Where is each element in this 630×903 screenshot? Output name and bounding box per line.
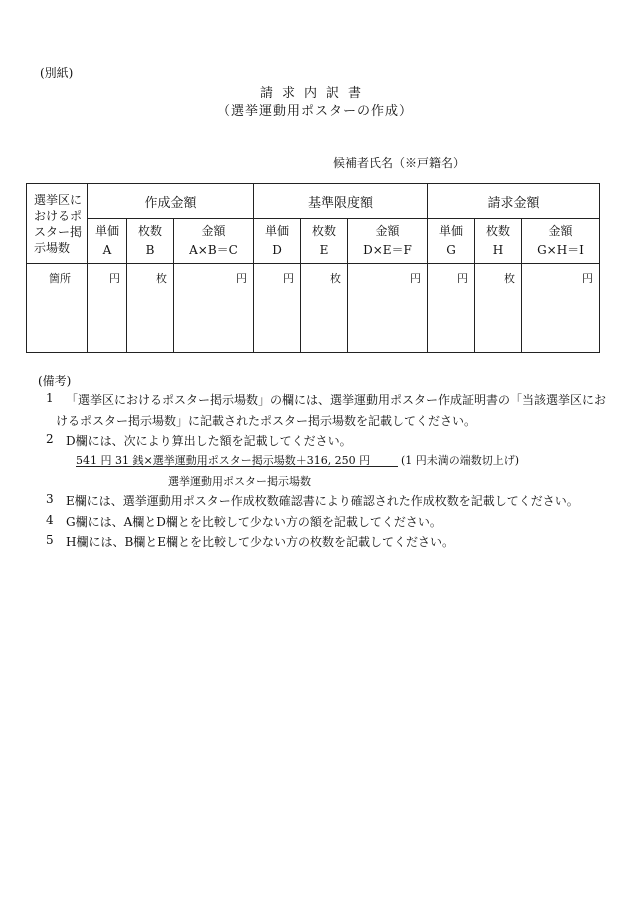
subheader-letter: D×E＝F: [363, 243, 412, 257]
entry-cell-count-e[interactable]: 枚: [301, 264, 348, 353]
candidate-name-label: 候補者氏名（※戸籍名）: [333, 156, 466, 170]
row-header-line: スター掲: [34, 224, 83, 239]
formula-numerator: 541 円 31 銭×選挙運動用ポスター掲示場数＋316, 250 円: [76, 454, 371, 467]
subheader-cell: [522, 219, 600, 264]
subheader-label: 枚数: [137, 224, 162, 238]
entry-cell-places[interactable]: 箇所: [27, 264, 88, 353]
entry-cell-amount-c[interactable]: 円: [174, 264, 254, 353]
note-number: 3: [46, 492, 54, 506]
formula-fraction-bar: [76, 466, 398, 467]
note-number: 2: [46, 432, 54, 446]
note-text: H欄には、B欄とE欄とを比較して少ない方の枚数を記載してください。: [66, 535, 455, 549]
note-number: 4: [46, 513, 54, 527]
entry-cell-count-b[interactable]: 枚: [127, 264, 174, 353]
note-number: 1: [46, 391, 54, 405]
subheader-letter: A: [102, 243, 112, 257]
note-number: 5: [46, 533, 54, 547]
row-header-line: 示場数: [34, 240, 71, 255]
subheader-label: 枚数: [311, 224, 336, 238]
subheader-letter: G: [446, 243, 456, 257]
subheader-label: 金額: [375, 224, 400, 238]
entry-cell-count-h[interactable]: 枚: [475, 264, 522, 353]
subheader-cell: [88, 219, 127, 264]
document-subtitle: （選挙運動用ポスターの作成）: [216, 104, 413, 119]
row-header-line: おけるポ: [34, 208, 83, 223]
formula-rounding-note: (1 円未満の端数切上げ): [401, 454, 520, 467]
note-text: G欄には、A欄とD欄とを比較して少ない方の額を記載してください。: [66, 515, 442, 529]
subheader-cell: [428, 219, 475, 264]
subheader-cell: [254, 219, 301, 264]
subheader-letter: H: [492, 243, 504, 257]
entry-cell-amount-f[interactable]: 円: [348, 264, 428, 353]
subheader-label: 枚数: [486, 224, 511, 238]
attachment-label: (別紙): [40, 66, 74, 80]
note-text: 「選挙区におけるポスター掲示場数」の欄には、選挙運動用ポスター作成証明書の「当該選挙区にお: [66, 393, 607, 407]
subheader-cell: [127, 219, 174, 264]
subheader-cell: [348, 219, 428, 264]
note-text: E欄には、選挙運動用ポスター作成枚数確認書により確認された作成枚数を記載してください。: [66, 494, 579, 508]
subheader-cell: [475, 219, 522, 264]
subheader-cell: [301, 219, 348, 264]
group-header-creation: 作成金額: [88, 184, 254, 219]
subheader-letter: G×H＝I: [537, 243, 584, 257]
subheader-letter: B: [145, 243, 155, 257]
note-text: D欄には、次により算出した額を記載してください。: [66, 434, 352, 448]
claim-breakdown-table: [26, 183, 600, 353]
entry-cell-unit-price-g[interactable]: 円: [428, 264, 475, 353]
subheader-letter: D: [272, 243, 282, 257]
subheader-label: 金額: [548, 224, 573, 238]
entry-cell-unit-price-d[interactable]: 円: [254, 264, 301, 353]
entry-cell-unit-price-a[interactable]: 円: [88, 264, 127, 353]
note-text-continued: けるポスター掲示場数」に記載されたポスター掲示場数を記載してください。: [56, 414, 477, 428]
subheader-letter: A×B＝C: [189, 243, 238, 257]
subheader-cell: [174, 219, 254, 264]
formula-denominator: 選挙運動用ポスター掲示場数: [168, 475, 311, 488]
group-header-claim: 請求金額: [428, 184, 600, 219]
notes-title: (備考): [38, 374, 72, 388]
subheader-label: 単価: [439, 224, 464, 238]
subheader-label: 単価: [264, 224, 289, 238]
subheader-label: 単価: [94, 224, 119, 238]
row-header-cell: [27, 184, 88, 264]
group-header-limit: 基準限度額: [254, 184, 428, 219]
entry-cell-amount-i[interactable]: 円: [522, 264, 600, 353]
subheader-letter: E: [319, 243, 329, 257]
subheader-label: 金額: [201, 224, 226, 238]
document-title: 請求内訳書: [259, 86, 370, 101]
row-header-line: 選挙区に: [34, 192, 83, 207]
